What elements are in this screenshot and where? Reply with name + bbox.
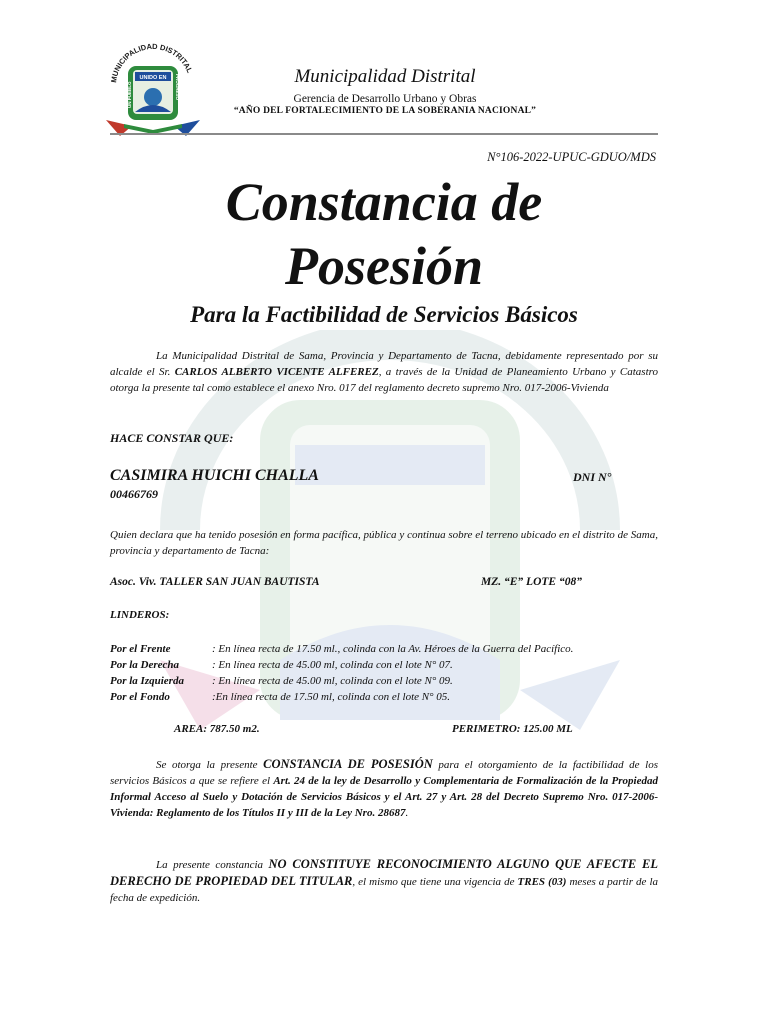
title-line-1: Constancia de [225,172,543,232]
association-name: Asoc. Viv. TALLER SAN JUAN BAUTISTA [110,576,320,588]
document-subtitle: Para la Factibilidad de Servicios Básicos [190,302,578,327]
lindero-row [110,689,450,705]
document-number: N°106-2022-UPUC-GDUO/MDS [487,150,656,164]
disclaimer-text-a: La presente constancia [156,859,269,871]
linderos-heading: LINDEROS: [110,609,170,621]
dni-value: 00466769 [110,487,158,501]
grant-paragraph [110,756,658,821]
area-value: AREA: 787.50 m2. [174,723,260,735]
lindero-label: Por la Derecha [110,659,180,671]
grant-legal-reference: Art. 24 de la ley de Desarrollo y Complementaria de Formalización de la Propiedad Informal Acceso al Suelo y Dotación de Servicios Básicos y el Art. 27 y Art. 28 del Decreto Supremo Nro. 017-2006-Vivienda: Reglamento de los Títulos II y III de la Ley Nro. 28687 [110,775,658,819]
disclaimer-text-c: , el mismo que tiene una vigencia de [352,876,518,888]
disclaimer-emphasis: NO CONSTITUYE RECONOCIMIENTO ALGUNO QUE AFECTE EL DERECHO DE PROPIEDAD DEL TITULAR [110,857,659,888]
grant-text-a: Se otorga la presente [156,759,264,771]
year-motto: “AÑO DEL FORTALECIMIENTO DE LA SOBERANIA NACIONAL” [233,106,537,116]
lindero-text: : En línea recta de 45.00 ml, colinda con el lote N° 09. [212,675,453,687]
logo-arc-text: MUNICIPALIDAD DISTRITAL [109,41,195,84]
title-line-2: Posesión [284,236,484,296]
holder-name: CASIMIRA HUICHI CHALLA [110,467,319,484]
lindero-label: Por el Frente [110,643,171,655]
intro-text-b: , a través de la Unidad de Planeamiento Urbano y Catastro otorga la presente tal como establece el anexo Nro. 017 del reglamento decreto supremo Nro. 017-2006-Vivienda [110,366,658,394]
lindero-row [110,641,573,657]
lindero-label: Por la Izquierda [110,675,184,687]
intro-paragraph [110,348,658,396]
lindero-text: : En línea recta de 17.50 ml., colinda con la Av. Héroes de la Guerra del Pacífico. [212,643,574,655]
logo-banner-text: UNIDO EN [139,75,167,81]
disclaimer-paragraph [110,856,658,906]
lindero-label: Por el Fondo [110,691,170,703]
grant-doc-name: CONSTANCIA DE POSESIÓN [263,757,433,771]
municipal-logo [102,40,204,140]
grant-text-e: . [405,807,409,819]
disclaimer-text-e: meses a partir de la fecha de expedición. [110,876,658,904]
hace-constar-heading: HACE CONSTAR QUE: [110,431,234,445]
grant-text-c: para el otorgamiento de la factibilidad de los servicios Básicos a que se refiere el [110,759,658,787]
mayor-name: CARLOS ALBERTO VICENTE ALFEREZ [174,366,379,378]
block-lot: MZ. “E” LOTE “08” [481,576,582,588]
intro-text-a: La Municipalidad Distrital de Sama, Provincia y Departamento de Tacna, debidamente representado por su alcalde el Sr. [110,350,658,378]
header-divider [110,133,658,135]
declaration-paragraph: Quien declara que ha tenido posesión en forma pacífica, pública y continua sobre el terreno ubicado en el distrito de Sama, provincia y departamento de Tacna: [110,529,658,557]
lindero-row [110,673,453,689]
document-title [110,170,658,298]
lindero-text: : En línea recta de 45.00 ml, colinda con el lote N° 07. [212,659,453,671]
validity-period: TRES (03) [517,876,567,888]
dni-label: DNI N° [573,470,612,484]
logo-left-text: UN PUEBLO [127,81,132,108]
lindero-text: :En línea recta de 17.50 ml, colinda con el lote N° 05. [212,691,450,703]
perimeter-value: PERIMETRO: 125.00 ML [452,723,573,735]
org-title: Municipalidad Distrital [294,66,476,87]
logo-right-text: PROGRESO [175,74,180,101]
department-name: Gerencia de Desarrollo Urbano y Obras [293,93,477,105]
lindero-row [110,657,453,673]
